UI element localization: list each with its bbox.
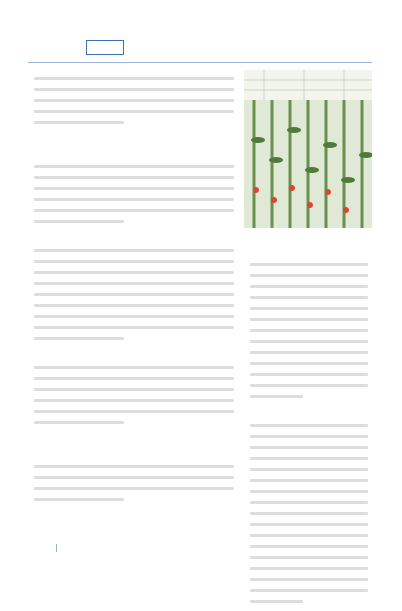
subsection-heading [34,232,234,242]
body-paragraph [34,462,234,506]
text-line [34,334,234,345]
text-line [34,407,234,418]
text-line [250,586,368,597]
text-line [34,385,234,396]
text-line [250,564,368,575]
text-line [250,271,368,282]
text-line [34,85,234,96]
text-line [34,195,234,206]
text-line [250,476,368,487]
section-heading [44,134,234,144]
text-line [34,396,234,407]
left-column [34,74,234,509]
text-line [250,370,368,381]
text-line [250,443,368,454]
text-line [34,206,234,217]
intro-paragraph [34,74,234,129]
text-line [34,495,234,506]
text-line [250,575,368,586]
text-line [34,279,234,290]
text-line [34,217,234,228]
text-line [250,597,368,608]
body-paragraph [34,363,234,429]
greenhouse-photo [244,70,372,228]
body-paragraph [250,260,368,403]
text-line [34,312,234,323]
subsection-heading [250,407,368,417]
text-line [34,162,234,173]
page-footer [28,540,372,556]
greenhouse-illustration [244,70,372,228]
section-heading [44,434,234,444]
text-line [250,293,368,304]
body-paragraph [34,162,234,228]
text-line [250,260,368,271]
body-paragraph [250,421,368,608]
text-line [250,359,368,370]
text-line [34,363,234,374]
text-line [34,107,234,118]
text-line [34,484,234,495]
text-line [250,326,368,337]
page-header [0,0,402,62]
text-line [34,246,234,257]
text-line [34,173,234,184]
text-line [34,473,234,484]
text-line [250,509,368,520]
text-line [250,315,368,326]
header-divider [28,62,372,63]
text-line [34,462,234,473]
text-line [34,96,234,107]
text-line [34,184,234,195]
text-line [250,392,368,403]
text-line [250,487,368,498]
text-line [34,374,234,385]
text-line [250,337,368,348]
text-line [250,348,368,359]
text-line [34,74,234,85]
text-line [34,118,234,129]
text-line [250,520,368,531]
text-line [250,304,368,315]
text-line [250,282,368,293]
magazine-logo-box [86,40,124,55]
text-line [34,290,234,301]
text-line [34,268,234,279]
subsection-heading [34,148,234,158]
text-line [250,432,368,443]
body-paragraph [34,246,234,345]
text-line [34,323,234,334]
subsection-heading [34,349,234,359]
text-line [250,454,368,465]
photo-caption [250,232,368,240]
text-line [34,301,234,312]
text-line [250,498,368,509]
text-line [250,465,368,476]
text-line [250,381,368,392]
text-line [250,421,368,432]
footer-mark [56,544,60,552]
right-column [250,260,368,611]
subsection-heading [34,448,234,458]
text-line [34,418,234,429]
text-line [34,257,234,268]
